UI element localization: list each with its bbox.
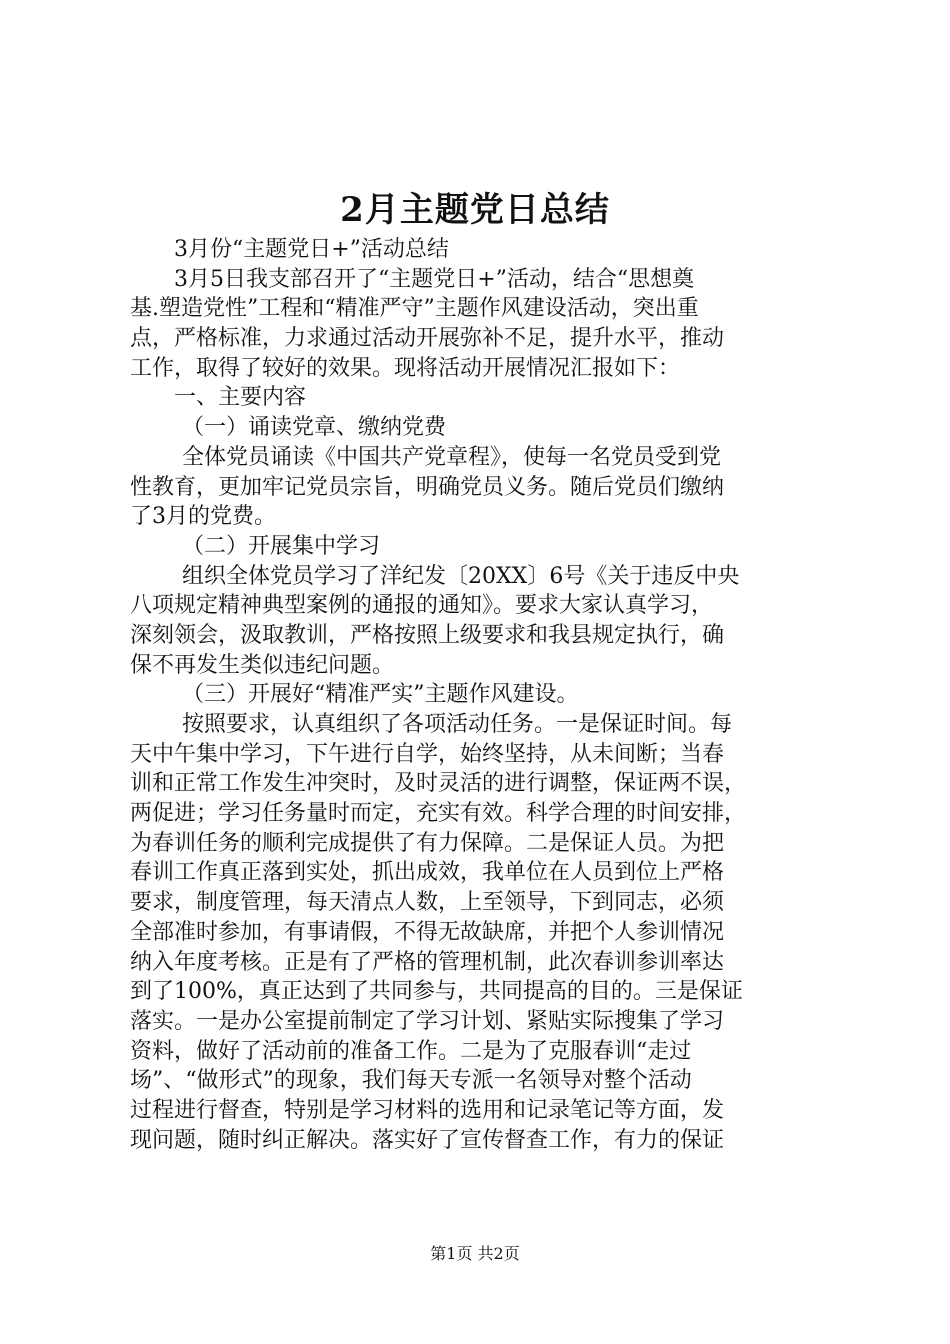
page-footer: 第1页 共2页 (430, 1244, 520, 1263)
text-line: 工作，取得了较好的效果。现将活动开展情况汇报如下： (130, 355, 681, 381)
text-line: 性教育，更加牢记党员宗旨，明确党员义务。随后党员们缴纳 (130, 474, 725, 500)
text-line: 深刻领会，汲取教训，严格按照上级要求和我县规定执行，确 (130, 622, 725, 648)
text-line: 到了100%，真正达到了共同参与，共同提高的目的。三是保证 (130, 979, 743, 1005)
text-line: 过程进行督查，特别是学习材料的选用和记录笔记等方面，发 (130, 1097, 725, 1123)
text-line: 为春训任务的顺利完成提供了有力保障。二是保证人员。为把 (130, 830, 725, 856)
document-body (130, 235, 830, 1155)
text-line: 场”、“做形式”的现象，我们每天专派一名领导对整个活动 (130, 1068, 692, 1094)
text-line: 按照要求，认真组织了各项活动任务。一是保证时间。每 (182, 712, 733, 737)
text-line: 天中午集中学习，下午进行自学，始终坚持，从未间断；当春 (130, 741, 725, 767)
text-line: 了3月的党费。 (130, 504, 276, 530)
text-line: （一）诵读党章、缴纳党费 (182, 415, 447, 441)
text-line: 保不再发生类似违纪问题。 (130, 652, 395, 678)
text-line: 3月份“主题党日+”活动总结 (174, 237, 449, 262)
text-line: （三）开展好“精准严实”主题作风建设。 (182, 682, 579, 708)
text-line: 春训工作真正落到实处，抓出成效，我单位在人员到位上严格 (130, 860, 725, 886)
text-line: （二）开展集中学习 (182, 533, 381, 559)
text-line: 两促进；学习任务量时而定，充实有效。科学合理的时间安排， (130, 801, 747, 827)
text-line: 纳入年度考核。正是有了严格的管理机制，此次春训参训率达 (130, 949, 725, 975)
text-line: 基.塑造党性”工程和“精准严守”主题作风建设活动，突出重 (130, 296, 699, 322)
text-line: 3月5日我支部召开了“主题党日+”活动，结合“思想奠 (174, 266, 695, 292)
text-line: 训和正常工作发生冲突时，及时灵活的进行调整，保证两不误， (130, 771, 747, 797)
text-line: 要求，制度管理，每天清点人数，上至领导，下到同志，必须 (130, 890, 725, 916)
text-line: 八项规定精神典型案例的通报的通知》。要求大家认真学习， (130, 593, 714, 619)
text-line: 点，严格标准，力求通过活动开展弥补不足，提升水平，推动 (130, 326, 725, 352)
text-line: 全部准时参加，有事请假，不得无故缺席，并把个人参训情况 (130, 919, 725, 945)
document-title: 2月主题党日总结 (340, 190, 610, 230)
text-line: 组织全体党员学习了洋纪发〔20XX〕6号《关于违反中央 (182, 563, 740, 589)
text-line: 现问题，随时纠正解决。落实好了宣传督查工作，有力的保证 (130, 1127, 725, 1153)
text-line: 落实。一是办公室提前制定了学习计划、紧贴实际搜集了学习 (130, 1008, 725, 1034)
text-line: 资料，做好了活动前的准备工作。二是为了克服春训“走过 (130, 1038, 692, 1064)
text-line: 全体党员诵读《中国共产党章程》，使每一名党员受到党 (182, 444, 722, 470)
text-line: 一、主要内容 (174, 385, 307, 411)
